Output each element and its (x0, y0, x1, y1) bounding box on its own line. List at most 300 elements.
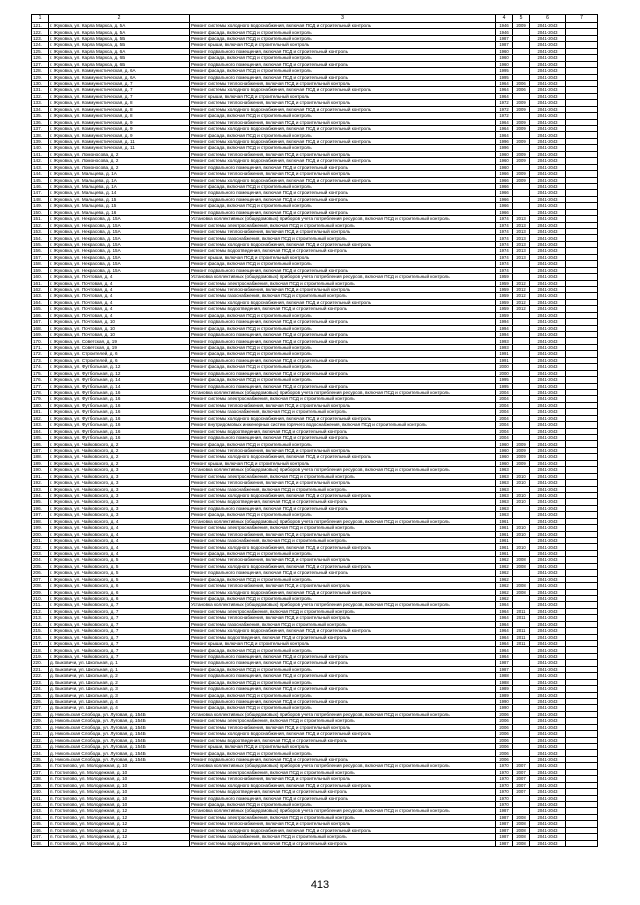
table-cell: Ремонт системы холодного водоснабжения, включая ПСД и строительный контроль (190, 177, 496, 183)
table-cell: 2041-2043 (530, 628, 566, 634)
table-cell: 2009 (513, 23, 530, 29)
table-cell: 1988 (496, 679, 513, 685)
table-cell: 2041-2043 (530, 576, 566, 582)
table-cell: 1974 (496, 261, 513, 267)
table-cell: г. Жуковка, ул. Некрасова, д. 15А (49, 222, 190, 228)
table-cell: 1964 (496, 621, 513, 627)
table-cell: 2008 (513, 557, 530, 563)
table-cell: 1993 (496, 338, 513, 344)
table-cell: 1964 (496, 132, 513, 138)
table-cell: 1964 (496, 653, 513, 659)
table-cell: 2041-2043 (530, 583, 566, 589)
table-cell: г. Жуковка, ул. Чайковского, д. 2 (49, 454, 190, 460)
table-cell: 2041-2043 (530, 731, 566, 737)
table-cell: Ремонт системы холодного водоснабжения, включая ПСД и строительный контроль (190, 126, 496, 132)
table-cell: 235. (32, 756, 49, 762)
table-cell: 2041-2043 (530, 216, 566, 222)
header-cell: 4 (496, 15, 513, 23)
table-cell: г. Жуковка, ул. Чайковского, д. 4 (49, 544, 190, 550)
table-cell: 2041-2043 (530, 389, 566, 395)
table-cell: 2006 (496, 731, 513, 737)
table-cell: 208. (32, 583, 49, 589)
table-cell: г. Жуковка, ул. Чайковского, д. 6 (49, 583, 190, 589)
table-cell: 2004 (496, 409, 513, 415)
table-cell: Ремонт фасада, включая ПСД и строительный контроль (190, 550, 496, 556)
table-cell: 1963 (496, 512, 513, 518)
table-cell: г. Жуковка, ул. Чайковского, д. 6 (49, 589, 190, 595)
table-cell: Ремонт системы теплоснабжения, включая ПСД и строительный контроль (190, 583, 496, 589)
table-cell: п. Гостилово, ул. Молодежная, д. 12 (49, 827, 190, 833)
table-cell: 2009 (513, 171, 530, 177)
table-cell: 2006 (496, 711, 513, 717)
table-cell: 2041-2043 (530, 42, 566, 48)
table-cell: Ремонт фасада, включая ПСД и строительный контроль (190, 113, 496, 119)
table-cell: 2013 (513, 248, 530, 254)
header-row (32, 15, 598, 23)
table-cell: 1960 (496, 460, 513, 466)
table-cell: 2013 (513, 241, 530, 247)
table-cell: Ремонт системы холодного водоснабжения, включая ПСД и строительный контроль (190, 563, 496, 569)
table-cell: г. Жуковка, ул. Чайковского, д. 2 (49, 460, 190, 466)
table-cell: г. Жуковка, ул. Чайковского, д. 7 (49, 608, 190, 614)
table-cell: Ремонт подвального помещения, включая ПСД и строительный контроль (190, 383, 496, 389)
table-cell: Ремонт системы теплоснабжения, включая ПСД и строительный контроль (190, 171, 496, 177)
table-cell: 2041-2043 (530, 274, 566, 280)
table-cell: 2041-2043 (530, 261, 566, 267)
table-cell: 188. (32, 454, 49, 460)
table-cell: г. Жуковка, ул. Футбольная, д. 16 (49, 415, 190, 421)
table-cell: 2041-2043 (530, 80, 566, 86)
table-cell: 141. (32, 151, 49, 157)
table-cell: 2011 (513, 634, 530, 640)
table-cell: 151. (32, 216, 49, 222)
table-cell: 1962 (496, 589, 513, 595)
table-cell: 2041-2043 (530, 344, 566, 350)
table-cell: 127. (32, 61, 49, 67)
table-cell: г. Жуковка, ул. Ломоносова, д. 2 (49, 164, 190, 170)
table-cell: г. Жуковка, ул. Чайковского, д. 2 (49, 447, 190, 453)
table-cell: 2041-2043 (530, 518, 566, 524)
table-cell: 2041-2043 (530, 370, 566, 376)
table-cell: 1970 (496, 795, 513, 801)
table-cell: г. Жуковка, ул. Почтовая, д. 4 (49, 299, 190, 305)
table-cell: 2041-2043 (530, 312, 566, 318)
table-cell: Ремонт фасада, включая ПСД и строительный контроль (190, 68, 496, 74)
table-cell: 1959 (496, 312, 513, 318)
table-cell: 2041-2043 (530, 653, 566, 659)
table-cell: Ремонт системы электроснабжения, включая ПСД и строительный контроль (190, 525, 496, 531)
table-cell: Установка коллективных (общедомовых) приборов учета потребления ресурсов, включая ПСД и строительный контроль (190, 216, 496, 222)
table-cell: Установка коллективных (общедомовых) приборов учета потребления ресурсов, включая ПСД и строительный контроль (190, 763, 496, 769)
table-cell: 2041-2043 (530, 711, 566, 717)
table-cell: 2004 (496, 422, 513, 428)
table-cell: 243. (32, 808, 49, 814)
table-cell: Ремонт подвального помещения, включая ПСД и строительный контроль (190, 570, 496, 576)
table-cell: 166. (32, 312, 49, 318)
table-cell: 2041-2043 (530, 834, 566, 840)
table-cell: г. Жуковка, ул. Футбольная, д. 16 (49, 435, 190, 441)
table-cell: 1966 (496, 209, 513, 215)
table-cell: 2007 (513, 789, 530, 795)
table-cell: 2010 (513, 525, 530, 531)
table-cell: Ремонт системы теплоснабжения, включая ПСД и строительный контроль (190, 615, 496, 621)
table-cell: 2041-2043 (530, 74, 566, 80)
table-cell: 1972 (496, 106, 513, 112)
table-cell: Ремонт фасада, включая ПСД и строительный контроль (190, 666, 496, 672)
table-cell: 230. (32, 724, 49, 730)
document-sheet (31, 14, 597, 847)
table-cell: Ремонт системы водоотведения, включая ПСД и строительный контроль (190, 789, 496, 795)
table-cell: 1963 (496, 480, 513, 486)
table-cell: Ремонт подвального помещения, включая ПСД и строительный контроль (190, 319, 496, 325)
table-cell: 2008 (513, 589, 530, 595)
table-cell: 128. (32, 68, 49, 74)
table-cell: 2041-2043 (530, 705, 566, 711)
table-cell: Ремонт системы холодного водоснабжения, включая ПСД и строительный контроль (190, 731, 496, 737)
table-cell: 244. (32, 814, 49, 820)
table-cell: 1959 (496, 299, 513, 305)
table-cell: Ремонт системы теплоснабжения, включая ПСД и строительный контроль (190, 151, 496, 157)
table-cell: 2006 (496, 750, 513, 756)
table-cell: Ремонт внутридомовых инженерных систем горячего водоснабжения, включая ПСД и строительный контроль (190, 422, 496, 428)
table-cell: 2041-2043 (530, 531, 566, 537)
table-cell: 158. (32, 261, 49, 267)
table-cell: г. Жуковка, ул. Чайковского, д. 7 (49, 641, 190, 647)
table-cell: 2041-2043 (530, 441, 566, 447)
table-cell: 2006 (496, 744, 513, 750)
table-cell: 2041-2043 (530, 293, 566, 299)
table-cell: 2041-2043 (530, 814, 566, 820)
table-cell: 148. (32, 196, 49, 202)
table-cell: 2041-2043 (530, 647, 566, 653)
table-cell: 222. (32, 673, 49, 679)
table-cell: Ремонт системы электроснабжения, включая ПСД и строительный контроль (190, 608, 496, 614)
table-cell: 2009 (513, 441, 530, 447)
capital-repair-table (31, 14, 598, 847)
table-cell: Установка коллективных (общедомовых) приборов учета потребления ресурсов, включая ПСД и строительный контроль (190, 808, 496, 814)
table-cell: 1960 (496, 55, 513, 61)
table-cell: г. Жуковка, ул. Строителей, д. 6 (49, 357, 190, 363)
table-cell: Установка коллективных (общедомовых) приборов учета потребления ресурсов, включая ПСД и строительный контроль (190, 389, 496, 395)
table-cell: 199. (32, 525, 49, 531)
table-cell: 145. (32, 177, 49, 183)
table-cell: 232. (32, 737, 49, 743)
table-cell: г. Жуковка, ул. Чайковского, д. 7 (49, 647, 190, 653)
table-cell: 229. (32, 718, 49, 724)
table-cell: 2041-2043 (530, 29, 566, 35)
table-cell: 1974 (496, 267, 513, 273)
table-cell: 153. (32, 229, 49, 235)
table-cell: Ремонт подвального помещения, включая ПСД и строительный контроль (190, 686, 496, 692)
table-cell: 238. (32, 776, 49, 782)
table-cell: 2007 (513, 776, 530, 782)
table-cell: 1987 (496, 840, 513, 846)
table-cell: п. Гостилово, ул. Молодежная, д. 12 (49, 821, 190, 827)
table-cell: 1995 (496, 74, 513, 80)
table-cell: 2012 (513, 293, 530, 299)
table-cell: 185. (32, 435, 49, 441)
table-cell: 2041-2043 (530, 235, 566, 241)
table-cell: 2008 (513, 821, 530, 827)
table-cell: 140. (32, 145, 49, 151)
table-cell: 234. (32, 750, 49, 756)
table-cell: п. Гостилово, ул. Молодежная, д. 12 (49, 834, 190, 840)
table-cell: г. Жуковка, ул. Мальцева, д. 15 (49, 203, 190, 209)
table-cell: Установка коллективных (общедомовых) приборов учета потребления ресурсов, включая ПСД и строительный контроль (190, 518, 496, 524)
table-cell: Ремонт системы электроснабжения, включая ПСД и строительный контроль (190, 280, 496, 286)
table-cell: 237. (32, 769, 49, 775)
table-cell: 2041-2043 (530, 724, 566, 730)
table-cell: д. Никольская Слобода, ул. Луговая, д. 154Б (49, 744, 190, 750)
table-cell: 2004 (496, 435, 513, 441)
table-cell: д. Быковичи, ул. Школьная, д. 4 (49, 705, 190, 711)
table-cell: 1963 (496, 505, 513, 511)
table-cell: Ремонт фасада, включая ПСД и строительный контроль (190, 692, 496, 698)
table-cell: 1994 (496, 325, 513, 331)
table-cell: 2041-2043 (530, 325, 566, 331)
table-cell: г. Жуковка, ул. Футбольная, д. 12 (49, 364, 190, 370)
table-cell: Ремонт системы теплоснабжения, включая ПСД и строительный контроль (190, 447, 496, 453)
table-cell: 2041-2043 (530, 190, 566, 196)
table-cell: 1962 (496, 563, 513, 569)
table-cell: г. Жуковка, ул. Футбольная, д. 16 (49, 409, 190, 415)
table-cell: Ремонт системы холодного водоснабжения, включая ПСД и строительный контроль (190, 241, 496, 247)
table-cell: 192. (32, 480, 49, 486)
table-cell: 1994 (496, 332, 513, 338)
table-cell: 206. (32, 570, 49, 576)
table-cell: 1996 (496, 138, 513, 144)
table-cell: Ремонт системы холодного водоснабжения, включая ПСД и строительный контроль (190, 492, 496, 498)
table-cell: г. Жуковка, ул. Карла Маркса, д. 5Б (49, 35, 190, 41)
table-cell: Ремонт системы теплоснабжения, включая ПСД и строительный контроль (190, 286, 496, 292)
table-cell: 1991 (496, 351, 513, 357)
table-cell: 2007 (513, 782, 530, 788)
table-cell: 216. (32, 634, 49, 640)
table-cell: 2041-2043 (530, 512, 566, 518)
table-cell: 1959 (496, 286, 513, 292)
table-cell: 2009 (513, 126, 530, 132)
table-cell: 1961 (496, 531, 513, 537)
table-cell: 1987 (496, 834, 513, 840)
table-cell: 2041-2043 (530, 338, 566, 344)
table-cell: 2009 (513, 447, 530, 453)
table-cell: 156. (32, 248, 49, 254)
table-cell: 2009 (513, 100, 530, 106)
table-cell: 2041-2043 (530, 435, 566, 441)
table-cell: 2041-2043 (530, 383, 566, 389)
table-cell: 2041-2043 (530, 763, 566, 769)
table-cell: 1974 (496, 241, 513, 247)
table-cell: 1961 (496, 525, 513, 531)
table-cell: Ремонт подвального помещения, включая ПСД и строительный контроль (190, 332, 496, 338)
table-cell: 1974 (496, 254, 513, 260)
table-cell: 2009 (513, 460, 530, 466)
table-cell: 170. (32, 338, 49, 344)
table-cell: 179. (32, 396, 49, 402)
table-cell: д. Быковичи, ул. Школьная, д. 4 (49, 698, 190, 704)
table-cell: Ремонт фасада, включая ПСД и строительный контроль (190, 344, 496, 350)
table-cell: г. Жуковка, ул. Некрасова, д. 15А (49, 241, 190, 247)
table-cell: г. Жуковка, ул. Коммунистическая, д. 6А (49, 68, 190, 74)
table-cell: 2041-2043 (530, 615, 566, 621)
table-cell: Ремонт системы холодного водоснабжения, включая ПСД и строительный контроль (190, 299, 496, 305)
table-cell: Ремонт системы газоснабжения, включая ПСД и строительный контроль (190, 409, 496, 415)
table-cell: 2011 (513, 615, 530, 621)
page-number: 413 (310, 879, 330, 891)
table-cell: 204. (32, 557, 49, 563)
table-cell: 2041-2043 (530, 776, 566, 782)
table-cell: 1960 (496, 61, 513, 67)
table-cell: 207. (32, 576, 49, 582)
table-cell: Ремонт крыши, включая ПСД и строительный контроль (190, 42, 496, 48)
table-cell: 226. (32, 698, 49, 704)
table-cell: Ремонт фасада, включая ПСД и строительный контроль (190, 132, 496, 138)
table-cell: 1970 (496, 789, 513, 795)
table-cell: 122. (32, 29, 49, 35)
table-cell: п. Гостилово, ул. Молодежная, д. 12 (49, 840, 190, 846)
table-cell: 2041-2043 (530, 756, 566, 762)
table-cell: 2041-2043 (530, 505, 566, 511)
table-cell: г. Жуковка, ул. Мальцева, д. 16 (49, 209, 190, 215)
table-cell: г. Жуковка, ул. Чайковского, д. 5 (49, 563, 190, 569)
table-cell: 2000 (496, 370, 513, 376)
table-cell: 173. (32, 357, 49, 363)
table-cell: 197. (32, 512, 49, 518)
table-cell: г. Жуковка, ул. Мальцева, д. 1А (49, 171, 190, 177)
table-cell: 200. (32, 531, 49, 537)
table-cell: 1962 (496, 583, 513, 589)
table-cell: г. Жуковка, ул. Чайковского, д. 6 (49, 595, 190, 601)
table-cell: 2008 (513, 814, 530, 820)
table-cell: 2041-2043 (530, 827, 566, 833)
table-cell: 2012 (513, 306, 530, 312)
table-cell: Ремонт системы теплоснабжения, включая ПСД и строительный контроль (190, 776, 496, 782)
table-cell: 248. (32, 840, 49, 846)
table-cell: 1959 (496, 274, 513, 280)
table-cell: 1962 (496, 557, 513, 563)
table-cell: 2041-2043 (530, 138, 566, 144)
table-cell: 2008 (513, 583, 530, 589)
table-cell: 212. (32, 608, 49, 614)
table-cell: г. Жуковка, ул. Чайковского, д. 4 (49, 550, 190, 556)
table-cell: Ремонт системы холодного водоснабжения, включая ПСД и строительный контроль (190, 87, 496, 93)
table-cell: 2010 (513, 492, 530, 498)
table-cell: 2041-2043 (530, 267, 566, 273)
table-cell: 2041-2043 (530, 563, 566, 569)
table-cell: 2004 (496, 415, 513, 421)
table-cell: 2008 (513, 827, 530, 833)
table-cell: д. Быковичи, ул. Школьная, д. 3 (49, 686, 190, 692)
table-cell: Ремонт системы теплоснабжения, включая ПСД и строительный контроль (190, 402, 496, 408)
table-cell: Ремонт фасада, включая ПСД и строительный контроль (190, 750, 496, 756)
table-cell: 182. (32, 415, 49, 421)
table-cell: 178. (32, 389, 49, 395)
table-cell: 2041-2043 (530, 801, 566, 807)
table-cell: 1960 (496, 164, 513, 170)
table-cell: Ремонт системы холодного водоснабжения, включая ПСД и строительный контроль (190, 782, 496, 788)
table-cell: г. Жуковка, ул. Советская, д. 19 (49, 344, 190, 350)
table-cell: 2041-2043 (530, 428, 566, 434)
table-cell: 221. (32, 666, 49, 672)
table-cell: 1987 (496, 35, 513, 41)
table-cell: 2041-2043 (530, 151, 566, 157)
table-cell: г. Жуковка, ул. Почтовая, д. 10 (49, 332, 190, 338)
table-cell: 1959 (496, 306, 513, 312)
table-cell: г. Жуковка, ул. Чайковского, д. 3 (49, 473, 190, 479)
table-cell: г. Жуковка, ул. Коммунистическая, д. 8 (49, 113, 190, 119)
table-cell: 1960 (496, 151, 513, 157)
table-cell: 2041-2043 (530, 673, 566, 679)
table-cell: г. Жуковка, ул. Чайковского, д. 4 (49, 531, 190, 537)
table-cell: 195. (32, 499, 49, 505)
table-cell: Ремонт системы холодного водоснабжения, включая ПСД и строительный контроль (190, 158, 496, 164)
table-cell: 1987 (496, 808, 513, 814)
table-cell: 239. (32, 782, 49, 788)
table-cell: 1964 (496, 93, 513, 99)
table-cell: 1988 (496, 673, 513, 679)
table-cell: 2041-2043 (530, 319, 566, 325)
table-cell: 1964 (496, 641, 513, 647)
table-cell: Ремонт крыши, включая ПСД и строительный контроль (190, 460, 496, 466)
table-cell: Ремонт системы теплоснабжения, включая ПСД и строительный контроль (190, 724, 496, 730)
table-cell: 2041-2043 (530, 68, 566, 74)
table-cell: 2041-2043 (530, 557, 566, 563)
table-cell: 161. (32, 280, 49, 286)
table-cell: Ремонт системы теплоснабжения, включая ПСД и строительный контроль (190, 229, 496, 235)
table-cell: 2041-2043 (530, 203, 566, 209)
table-cell: 1960 (496, 447, 513, 453)
table-cell: 2041-2043 (530, 119, 566, 125)
table-cell: Ремонт крыши, включая ПСД и строительный контроль (190, 254, 496, 260)
table-cell: 1960 (496, 454, 513, 460)
table-cell: г. Жуковка, ул. Чайковского, д. 3 (49, 467, 190, 473)
table-cell: п. Гостилово, ул. Молодежная, д. 12 (49, 814, 190, 820)
table-cell: 2006 (496, 718, 513, 724)
table-cell: г. Жуковка, ул. Коммунистическая, д. 9 (49, 126, 190, 132)
table-cell: 1966 (496, 177, 513, 183)
table-cell: 1964 (496, 602, 513, 608)
table-cell: 171. (32, 344, 49, 350)
table-cell: п. Гостилово, ул. Молодежная, д. 10 (49, 769, 190, 775)
table-cell: 1987 (496, 666, 513, 672)
table-cell: 189. (32, 460, 49, 466)
table-cell: 1995 (496, 377, 513, 383)
table-cell: 1946 (496, 29, 513, 35)
table-cell: Ремонт подвального помещения, включая ПСД и строительный контроль (190, 795, 496, 801)
table-cell: Ремонт системы теплоснабжения, включая ПСД и строительный контроль (190, 557, 496, 563)
table-row (32, 840, 598, 846)
table-cell: 210. (32, 595, 49, 601)
table-cell: 202. (32, 544, 49, 550)
table-cell: Ремонт системы водоотведения, включая ПСД и строительный контроль (190, 840, 496, 846)
table-cell: 126. (32, 55, 49, 61)
table-cell: г. Жуковка, ул. Коммунистическая, д. 6А (49, 74, 190, 80)
table-cell: 2008 (513, 840, 530, 846)
table-cell: 1993 (496, 344, 513, 350)
table-cell: д. Быковичи, ул. Школьная, д. 2 (49, 679, 190, 685)
table-cell: 2041-2043 (530, 377, 566, 383)
table-cell: 144. (32, 171, 49, 177)
table-cell: 1959 (496, 293, 513, 299)
table-cell: г. Жуковка, ул. Чайковского, д. 4 (49, 538, 190, 544)
table-cell: Ремонт подвального помещения, включая ПСД и строительный контроль (190, 505, 496, 511)
table-cell: 2007 (513, 763, 530, 769)
table-cell: 2041-2043 (530, 486, 566, 492)
table-cell: 227. (32, 705, 49, 711)
table-cell: г. Жуковка, ул. Карла Маркса, д. 5А (49, 23, 190, 29)
table-cell: 2041-2043 (530, 35, 566, 41)
table-cell: г. Жуковка, ул. Чайковского, д. 4 (49, 518, 190, 524)
